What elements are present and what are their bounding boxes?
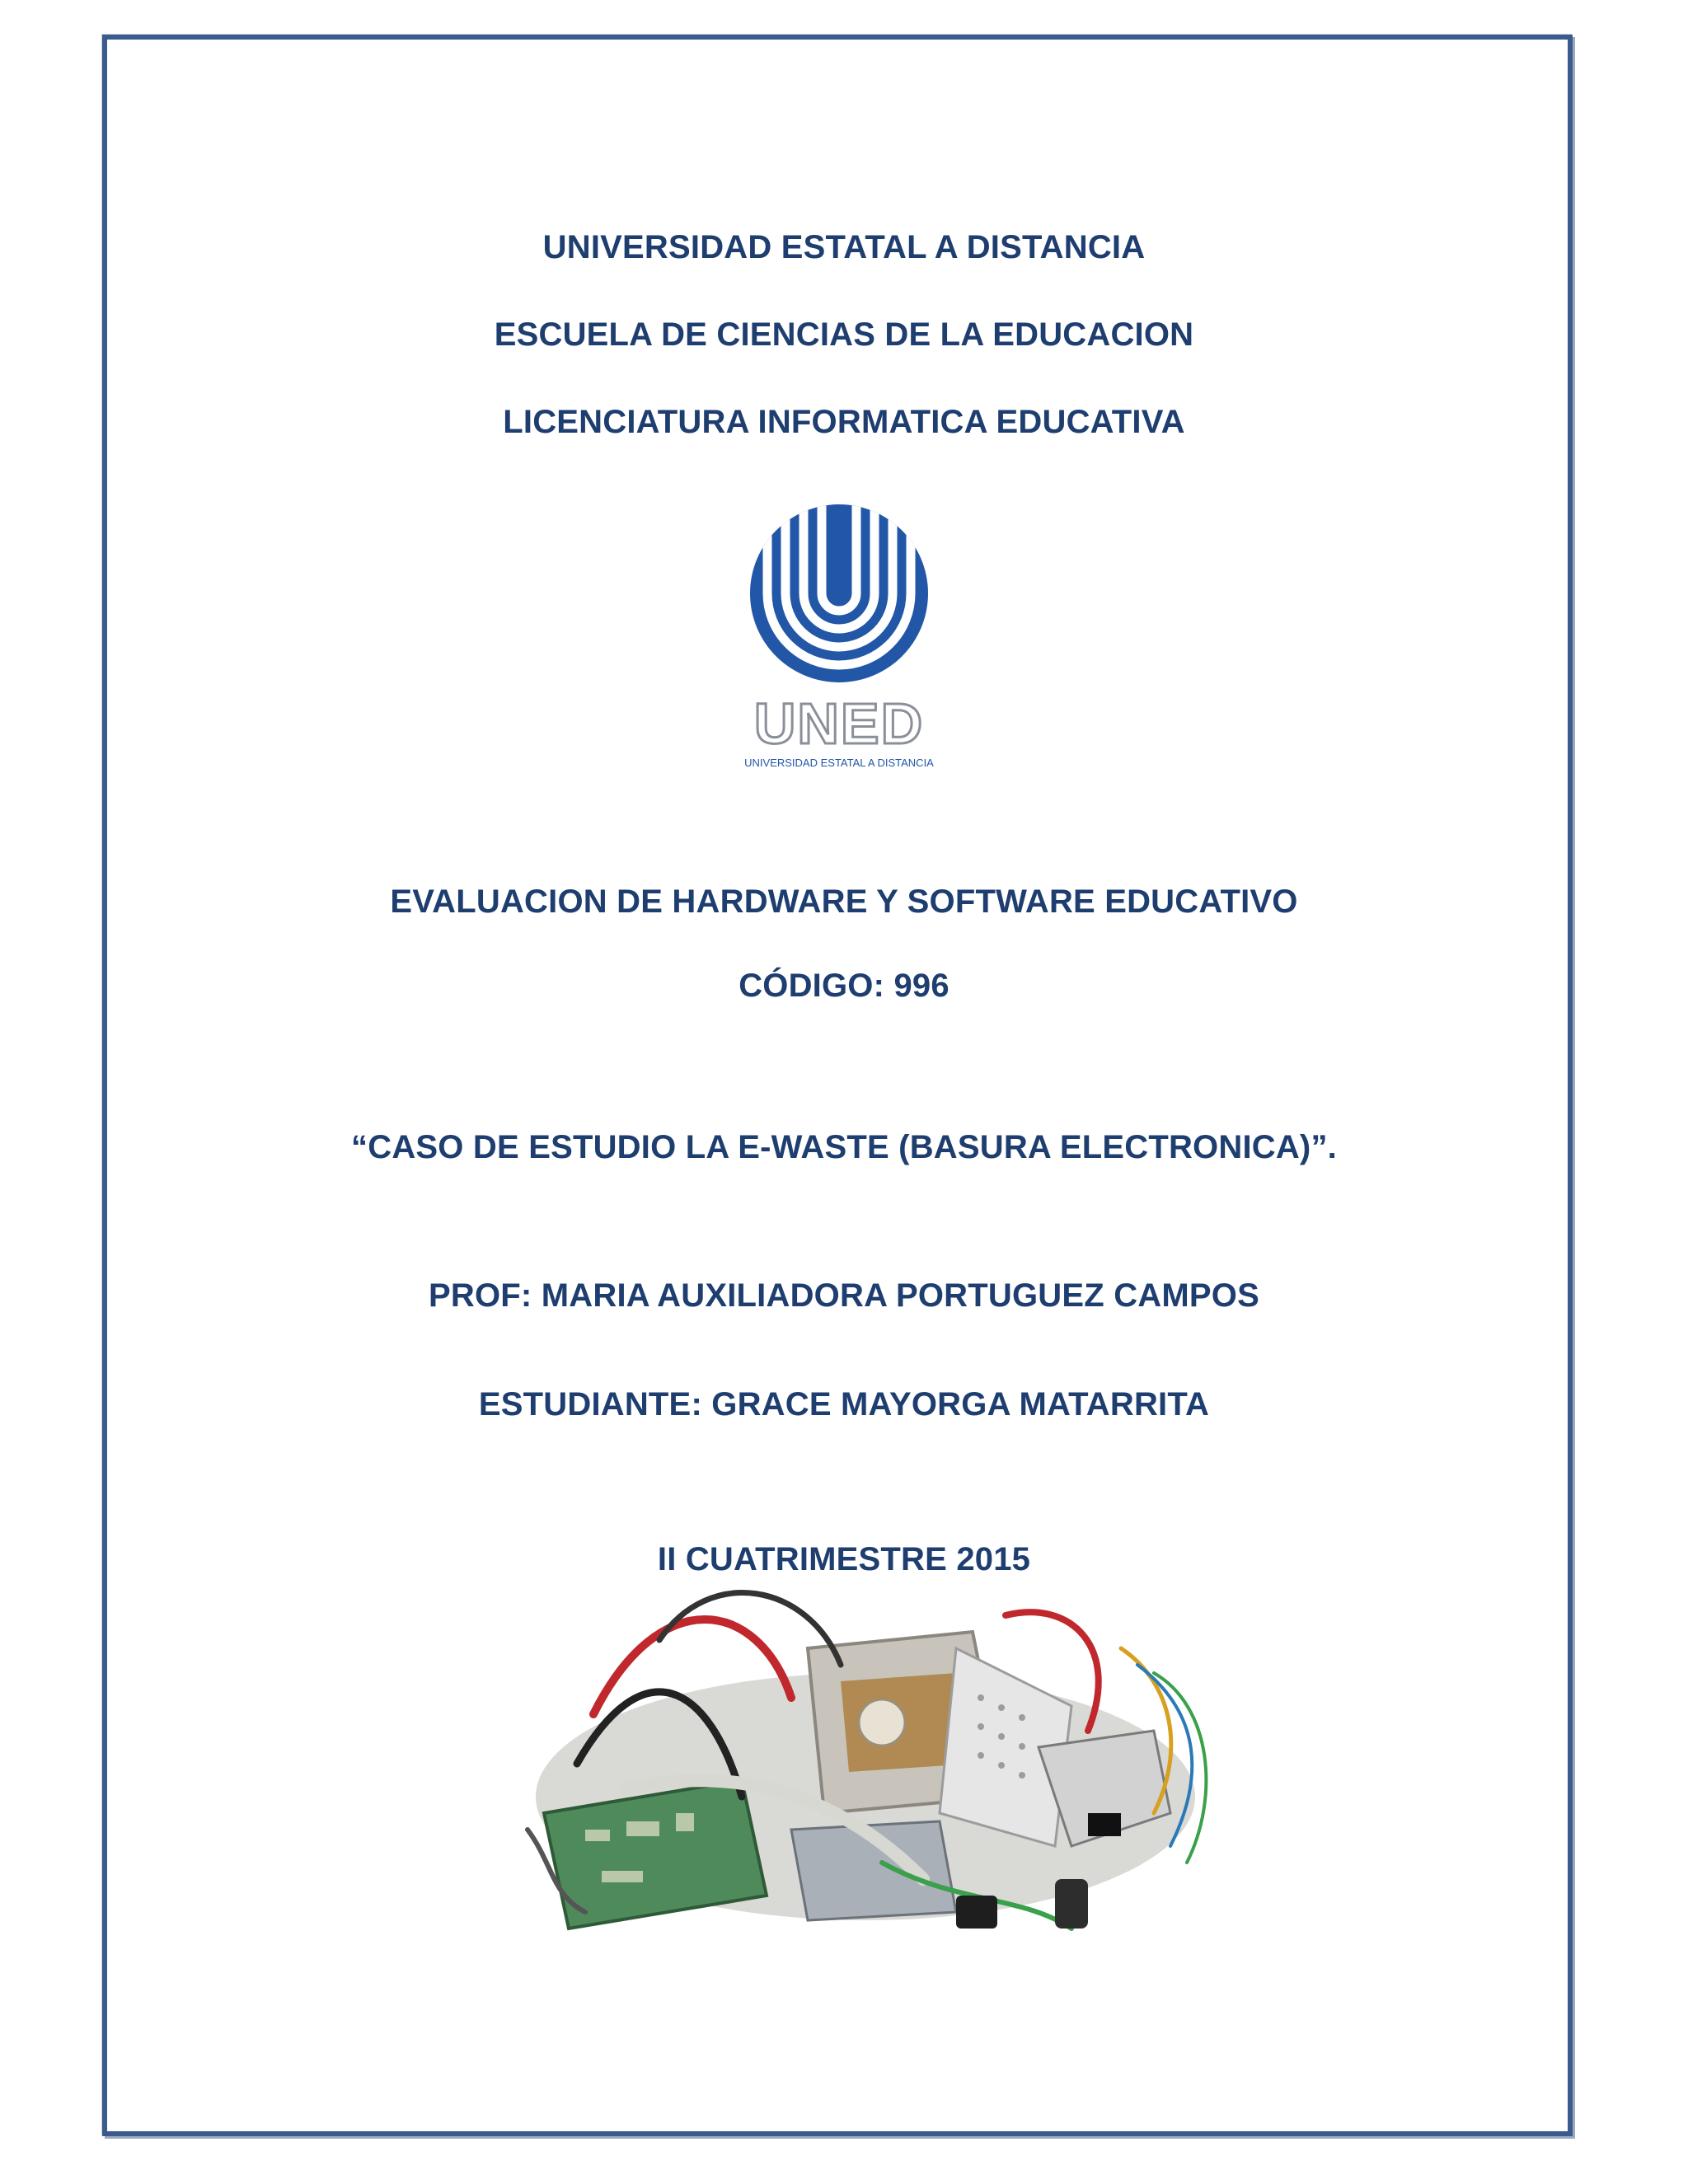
course-name: EVALUACION DE HARDWARE Y SOFTWARE EDUCATIVO bbox=[390, 883, 1298, 920]
document-title: “CASO DE ESTUDIO LA E-WASTE (BASURA ELECTRONICA)”. bbox=[351, 1129, 1337, 1165]
school-name: ESCUELA DE CIENCIAS DE LA EDUCACION bbox=[494, 316, 1194, 353]
term: II CUATRIMESTRE 2015 bbox=[657, 1541, 1031, 1577]
uned-logo bbox=[740, 503, 938, 775]
ewaste-image bbox=[495, 1549, 1236, 1961]
university-name: UNIVERSIDAD ESTATAL A DISTANCIA bbox=[542, 229, 1146, 265]
logo-circle bbox=[750, 504, 928, 682]
logo-subtitle: UNIVERSIDAD ESTATAL A DISTANCIA bbox=[744, 757, 934, 769]
professor-name: PROF: MARIA AUXILIADORA PORTUGUEZ CAMPOS bbox=[429, 1277, 1259, 1314]
program-name: LICENCIATURA INFORMATICA EDUCATIVA bbox=[503, 404, 1185, 440]
student-name: ESTUDIANTE: GRACE MAYORGA MATARRITA bbox=[478, 1386, 1210, 1422]
course-code: CÓDIGO: 996 bbox=[738, 968, 950, 1004]
logo-wordmark: UNED bbox=[753, 691, 925, 756]
